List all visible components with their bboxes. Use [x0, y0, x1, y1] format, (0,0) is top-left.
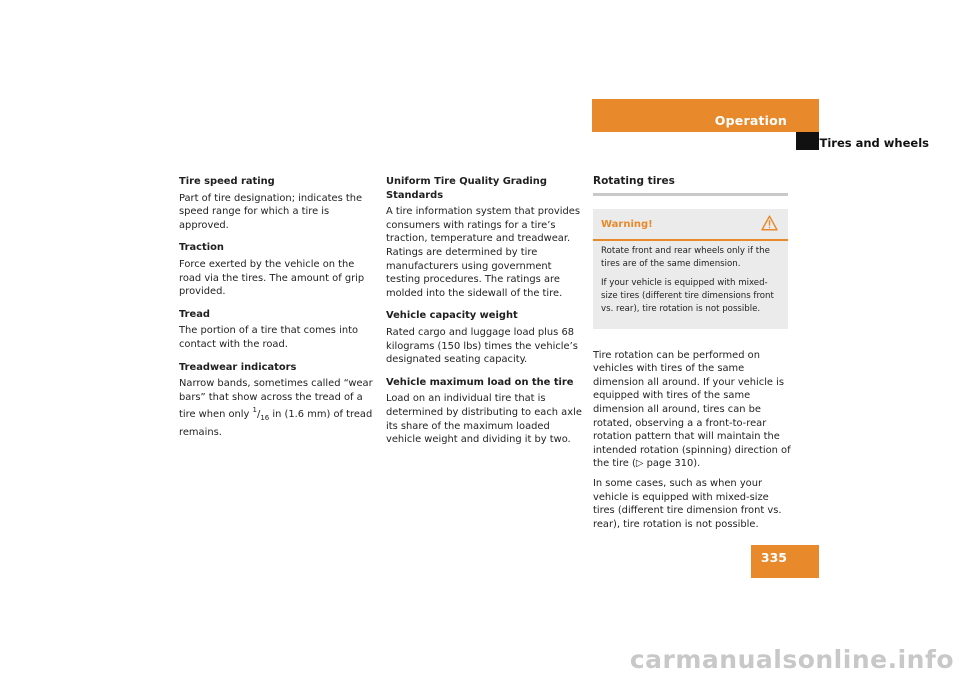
section-heading: Rotating tires — [593, 175, 675, 187]
warning-text: Rotate front and rear wheels only if the tires are of the same dimension. — [601, 245, 770, 269]
warning-text: If your vehicle is equipped with mixed-size tires (different tire dimensions front vs. rear), tire rotation is not possible. — [601, 278, 774, 315]
warning-triangle-icon — [761, 215, 778, 236]
term-description — [179, 377, 379, 439]
desc-text: in (1.6 mm) of tread remains. — [179, 409, 373, 438]
warning-label: Warning! — [601, 218, 653, 230]
section-header-bar — [592, 99, 819, 132]
page-number: 335 — [760, 550, 787, 565]
term-description: Force exerted by the vehicle on the road via the tires. The amount of grip provided. — [179, 258, 365, 298]
warning-header — [593, 209, 788, 241]
desc-text: Narrow bands, sometimes called “wear bars” that show across the tread of a tire when only — [179, 378, 373, 421]
column-rotating-tires — [593, 175, 793, 537]
term-heading: Uniform Tire Quality Grading Standards — [386, 176, 547, 201]
heading-rule — [593, 193, 788, 196]
term-heading: Treadwear indicators — [179, 361, 297, 373]
warning-body — [593, 241, 788, 329]
term-description: Load on an individual tire that is determined by distributing to each axle its share of the maximum loaded vehicle weight and dividing it by two. — [386, 393, 582, 446]
term-heading: Vehicle capacity weight — [386, 310, 518, 322]
term-description: Part of tire designation; indicates the speed range for which a tire is approved. — [179, 192, 363, 231]
term-heading: Traction — [179, 242, 224, 254]
body-paragraph: Tire rotation can be performed on vehicles with tires of the same dimension all around. If your vehicle is equipped with tires of the same dimension all around, tires can be rotated, observing a a front-to-rear rotation pattern that will maintain the intended rotation (spinning) direction of the tire (▷ page 310). — [593, 349, 791, 470]
term-description: The portion of a tire that comes into contact with the road. — [179, 325, 359, 350]
watermark-text: carmanualsonline.info — [629, 645, 954, 674]
term-description: A tire information system that provides consumers with ratings for a tire’s traction, temperature and treadwear. Ratings are determined by tire manufacturers using government testing procedures. The ratings are molded into the sidewall of the tire. — [386, 206, 580, 299]
header-black-tab — [796, 132, 819, 150]
term-description: Rated cargo and luggage load plus 68 kilograms (150 lbs) times the vehicle’s designated seating capacity. — [386, 326, 578, 366]
fraction-numerator: 1 — [252, 406, 257, 415]
fraction-slash: / — [256, 409, 261, 421]
subsection-title: Tires and wheels — [819, 136, 929, 150]
page-number-box — [751, 545, 819, 578]
term-heading: Tire speed rating — [179, 176, 275, 187]
section-title: Operation — [714, 113, 787, 128]
fraction-denominator: 16 — [260, 414, 270, 423]
term-heading: Tread — [179, 308, 210, 320]
warning-box — [593, 209, 788, 329]
body-paragraph: In some cases, such as when your vehicle is equipped with mixed-size tires (different tire dimension front vs. rear), tire rotation is not possible. — [593, 477, 782, 530]
term-heading: Vehicle maximum load on the tire — [386, 376, 574, 388]
column-glossary-1 — [179, 175, 379, 449]
column-glossary-2 — [386, 175, 586, 456]
